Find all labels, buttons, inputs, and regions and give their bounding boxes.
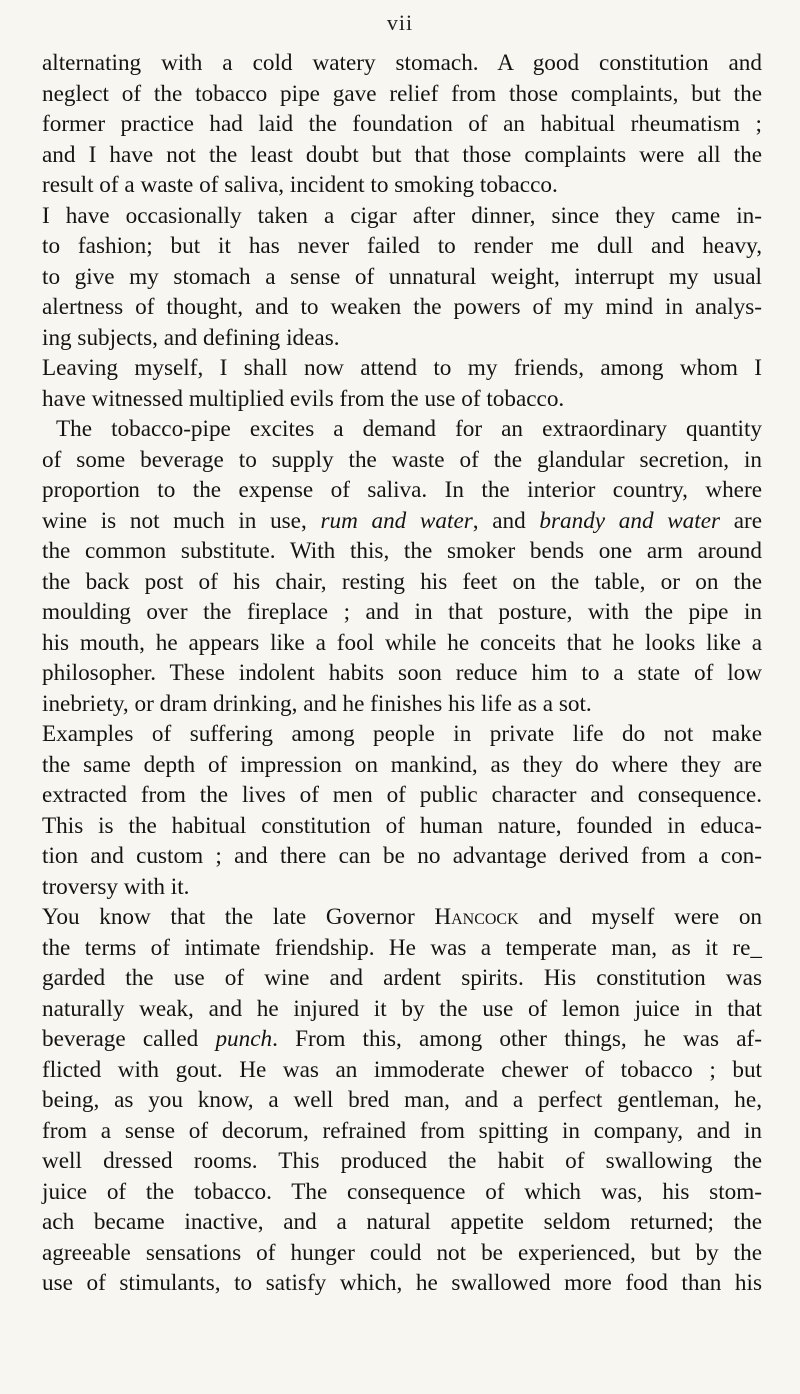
text-line: to fashion; but it has never failed to render me dull and heavy, xyxy=(42,233,762,259)
text-line: Examples of suffering among people in private life do not make xyxy=(42,721,762,747)
text-line: ing subjects, and defining ideas. xyxy=(42,324,340,351)
text-line: former practice had laid the foundation of an habitual rheumatism ; xyxy=(42,111,762,137)
text-line: the same depth of impression on mankind, as they do where they are xyxy=(42,751,762,778)
text-line: proportion to the expense of saliva. In the interior country, where xyxy=(42,477,762,503)
text-line: tion and custom ; and there can be no advantage derived from a con- xyxy=(42,843,762,869)
text-line: naturally weak, and he injured it by the use of lemon juice in that xyxy=(42,995,762,1022)
text-line: have witnessed multiplied evils from the use of tobacco. xyxy=(42,385,565,412)
text-line: the common substitute. With this, the smoker bends one arm around xyxy=(42,538,762,564)
text-line: result of a waste of saliva, incident to smoking tobacco. xyxy=(42,172,558,198)
text-line: to give my stomach a sense of unnatural weight, interrupt my usual xyxy=(42,263,762,290)
text-line: his mouth, he appears like a fool while he conceits that he looks like a xyxy=(42,629,762,656)
text-line: from a sense of decorum, refrained from spitting in company, and in xyxy=(42,1117,762,1144)
text-line: This is the habitual constitution of human nature, founded in educa- xyxy=(42,812,762,839)
text-line: neglect of the tobacco pipe gave relief from those complaints, but the xyxy=(42,80,762,107)
text-line: being, as you know, a well bred man, and a perfect gentleman, he, xyxy=(42,1087,762,1113)
text-line: troversy with it. xyxy=(42,873,190,900)
text-line: alternating with a cold watery stomach. A good constitution and xyxy=(42,50,762,76)
text-line: The tobacco-pipe excites a demand for an extraordinary quantity xyxy=(56,416,762,442)
text-line: I have occasionally taken a cigar after dinner, since they came in- xyxy=(42,202,762,229)
text-line: wine is not much in use, rum and water, and brandy and water are xyxy=(42,507,763,534)
text-line: garded the use of wine and ardent spirits. His constitution was xyxy=(42,965,762,991)
text-line: Leaving myself, I shall now attend to my friends, among whom I xyxy=(42,355,762,381)
text-line: moulding over the fireplace ; and in that posture, with the pipe in xyxy=(42,599,762,625)
text-line: of some beverage to supply the waste of the glandular secretion, in xyxy=(42,446,762,473)
body-text xyxy=(42,48,762,1299)
text-line: You know that the late Governor Hancock and myself were on xyxy=(42,904,763,930)
text-line: beverage called punch. From this, among other things, he was af- xyxy=(42,1026,762,1052)
text-line: the back post of his chair, resting his feet on the table, or on the xyxy=(42,568,762,595)
text-line: juice of the tobacco. The consequence of which was, his stom- xyxy=(42,1178,762,1205)
text-line: use of stimulants, to satisfy which, he swallowed more food than his xyxy=(42,1270,762,1296)
text-line: philosopher. These indolent habits soon reduce him to a state of low xyxy=(42,660,762,686)
text-line: ach became inactive, and a natural appetite seldom returned; the xyxy=(42,1209,762,1235)
text-line: agreeable sensations of hunger could not be experienced, but by the xyxy=(42,1239,762,1266)
text-line: flicted with gout. He was an immoderate chewer of tobacco ; but xyxy=(42,1056,762,1083)
text-line: extracted from the lives of men of public character and consequence. xyxy=(42,782,762,808)
text-line: and I have not the least doubt but that those complaints were all the xyxy=(42,141,762,168)
text-line: inebriety, or dram drinking, and he finishes his life as a sot. xyxy=(42,690,592,717)
text-line: alertness of thought, and to weaken the powers of my mind in analys- xyxy=(42,294,762,320)
page-number: vii xyxy=(386,10,414,35)
text-line: the terms of intimate friendship. He was a temperate man, as it re_ xyxy=(42,934,762,961)
text-line: well dressed rooms. This produced the habit of swallowing the xyxy=(42,1148,762,1174)
